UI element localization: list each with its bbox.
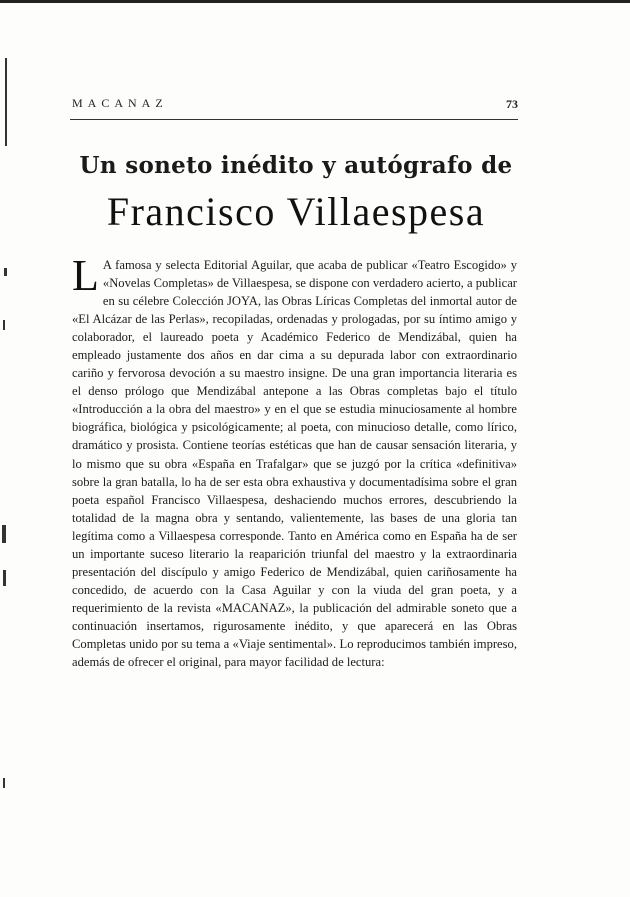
drop-cap: L — [72, 251, 99, 300]
article-title-line2: Francisco Villaespesa — [106, 189, 486, 234]
header-rule — [70, 119, 518, 120]
scan-left-edge-mark — [3, 570, 6, 586]
article-body-text: A famosa y selecta Editorial Aguilar, que acaba de publicar «Teatro Escogido» y «Novelas Completas» de Villaespesa, se dispone con verdadero acierto, a publicar en su célebre Colección JOYA, las Obras Líricas Completas del inmortal autor de «El Alcázar de las Perlas», recopiladas, ordenadas y prologadas, por su íntimo amigo y colaborador, el laureado poeta y Académico Federico de Mendizábal, quien ha empleado justamente dos años en dar cima a su depurada labor con extraordinario cariño y fervorosa devoción a su maestro insigne. De una gran importancia literaria es el denso prólogo que Mendizábal antepone a las Obras completas bajo el título «Introducción a la obra del maestro» y en el que se estudia minuciosamente al hombre biográfica, biológica y psicológicamente; al poeta, con minucioso detalle, como lírico, dramático y prosista. Contiene teorías estéticas que han de causar sensación literaria, y lo mismo que su obra «España en Trafalgar» que se juzgó por la crítica «definitiva» sobre la gran batalla, lo ha de ser esta obra exhaustiva y documentadísima sobre el gran poeta español Francisco Villaespesa, deshaciendo muchos errores, descubriendo la totalidad de la magna obra y sentando, valientemente, las bases de una gloria tan legítima como a Villaespesa corresponde. Tanto en América como en España ha de ser un importante suceso literario la reaparición triunfal del maestro y la extraordinaria presentación del discípulo y amigo Federico de Mendizábal, quien cariñosamente ha concedido, de acuerdo con la Casa Aguilar y con la viuda del gran poeta, y a requerimiento de la revista «MACANAZ», la publicación del admirable soneto que a continuación insertamos, rigurosamente inédito, y que aparecerá en las Obras Completas unido por su tema a «Viaje sentimental». Lo reproducimos también impreso, además de ofrecer el original, para mayor facilidad de lectura: — [72, 258, 517, 670]
scan-left-edge-line — [5, 58, 7, 146]
scan-left-edge-mark — [3, 320, 5, 330]
page-number: 73 — [506, 97, 518, 111]
article-title-line1: Un soneto inédito y autógrafo de — [79, 152, 513, 179]
running-head: MACANAZ — [72, 96, 168, 110]
scan-top-border — [0, 0, 630, 3]
article-body — [72, 251, 517, 671]
scan-left-edge-mark — [2, 525, 6, 543]
scan-left-edge-mark — [4, 268, 7, 276]
scan-left-edge-mark — [3, 778, 5, 788]
